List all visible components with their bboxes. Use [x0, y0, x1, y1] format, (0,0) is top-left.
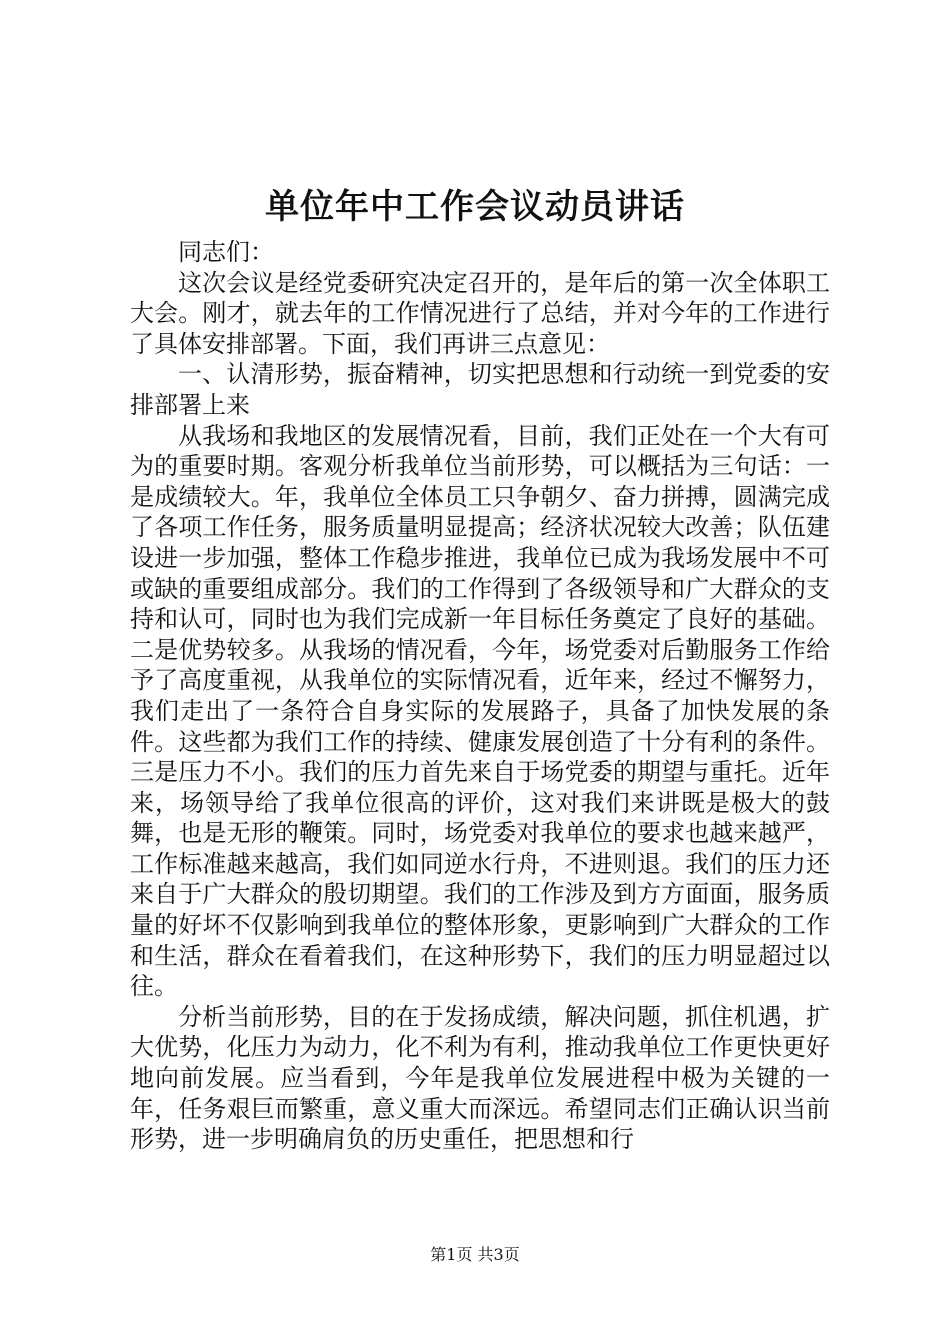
document-title: 单位年中工作会议动员讲话: [265, 187, 685, 227]
intro-paragraph: 这次会议是经党委研究决定召开的，是年后的第一次全体职工大会。刚才，就去年的工作情况进行了总结，并对今年的工作进行了具体安排部署。下面，我们再讲三点意见：: [130, 268, 830, 358]
body-paragraph: 分析当前形势，目的在于发扬成绩，解决问题，抓住机遇，扩大优势，化压力为动力，化不利为有利，推动我单位工作更快更好地向前发展。应当看到，今年是我单位发展进程中极为关键的一年，任务艰巨而繁重，意义重大而深远。希望同志们正确认识当前形势，进一步明确肩负的历史重任，把思想和行: [130, 1002, 830, 1154]
body-paragraph: 从我场和我地区的发展情况看，目前，我们正处在一个大有可为的重要时期。客观分析我单位当前形势，可以概括为三句话：一是成绩较大。年，我单位全体员工只争朝夕、奋力拼搏，圆满完成了各项工作任务，服务质量明显提高；经济状况较大改善；队伍建设进一步加强，整体工作稳步推进，我单位已成为我场发展中不可或缺的重要组成部分。我们的工作得到了各级领导和广大群众的支持和认可，同时也为我们完成新一年目标任务奠定了良好的基础。二是优势较多。从我场的情况看，今年，场党委对后勤服务工作给予了高度重视，从我单位的实际情况看，近年来，经过不懈努力，我们走出了一条符合自身实际的发展路子，具备了加快发展的条件。这些都为我们工作的持续、健康发展创造了十分有利的条件。三是压力不小。我们的压力首先来自于场党委的期望与重托。近年来，场领导给了我单位很高的评价，这对我们来讲既是极大的鼓舞，也是无形的鞭策。同时，场党委对我单位的要求也越来越严，工作标准越来越高，我们如同逆水行舟，不进则退。我们的压力还来自于广大群众的殷切期望。我们的工作涉及到方方面面，服务质量的好坏不仅影响到我单位的整体形象，更影响到广大群众的工作和生活，群众在看着我们，在这种形势下，我们的压力明显超过以往。: [130, 421, 830, 1001]
salutation-paragraph: 同志们：: [178, 238, 274, 266]
page-number-footer: 第1页 共3页: [430, 1245, 520, 1264]
section-heading-1: 一、认清形势，振奋精神，切实把思想和行动统一到党委的安排部署上来: [130, 360, 830, 419]
document-body: [130, 237, 830, 1155]
